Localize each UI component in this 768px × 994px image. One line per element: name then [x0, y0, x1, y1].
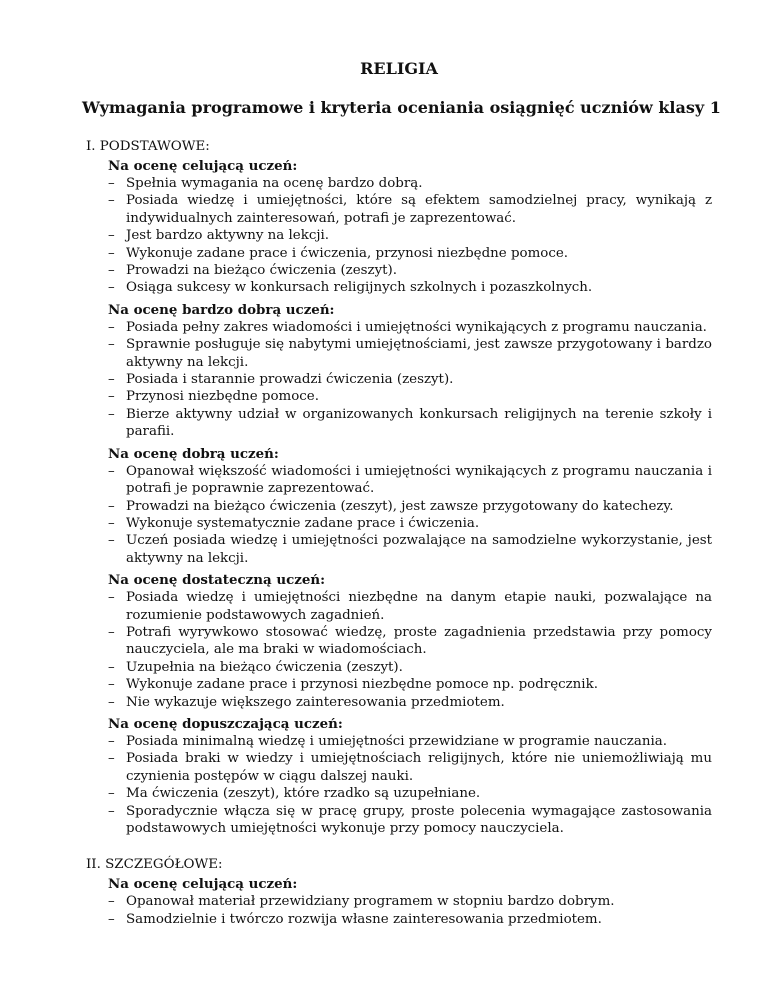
grade-block	[108, 157, 712, 297]
requirement-list	[108, 733, 712, 837]
requirement-item: – Ma ćwiczenia (zeszyt), które rzadko są uzupełniane.	[108, 785, 712, 802]
requirement-item: – Jest bardzo aktywny na lekcji.	[108, 227, 712, 244]
requirement-item: – Wykonuje zadane prace i ćwiczenia, przynosi niezbędne pomoce.	[108, 245, 712, 262]
section-heading: II. SZCZEGÓŁOWE:	[86, 857, 223, 873]
grade-heading: Na ocenę dopuszczającą uczeń:	[108, 715, 343, 732]
document-title: RELIGIA	[360, 59, 438, 78]
grade-block	[108, 875, 712, 928]
document-subtitle: Wymagania programowe i kryteria oceniania osiągnięć uczniów klasy 1	[82, 98, 721, 117]
requirement-item: – Nie wykazuje większego zainteresowania przedmiotem.	[108, 694, 712, 711]
grade-heading: Na ocenę dobrą uczeń:	[108, 445, 279, 462]
requirement-list	[108, 589, 712, 711]
requirement-list	[108, 463, 712, 567]
requirement-item: – Przynosi niezbędne pomoce.	[108, 388, 712, 405]
requirement-item: – Posiada minimalną wiedzę i umiejętności przewidziane w programie nauczania.	[108, 733, 712, 750]
grade-block	[108, 571, 712, 711]
requirement-item: – Opanował większość wiadomości i umiejętności wynikających z programu nauczania i potrafi je poprawnie zaprezentować.	[108, 463, 712, 498]
grade-heading: Na ocenę dostateczną uczeń:	[108, 572, 326, 589]
requirement-item: – Osiąga sukcesy w konkursach religijnych szkolnych i pozaszkolnych.	[108, 279, 712, 296]
section	[86, 137, 712, 837]
requirement-item: – Sprawnie posługuje się nabytymi umiejętnościami, jest zawsze przygotowany i bardzo aktywny na lekcji.	[108, 336, 712, 371]
requirement-item: – Potrafi wyrywkowo stosować wiedzę, proste zagadnienia przedstawia przy pomocy nauczyciela, ale ma braki w wiadomościach.	[108, 624, 712, 659]
requirement-item: – Wykonuje zadane prace i przynosi niezbędne pomoce np. podręcznik.	[108, 676, 712, 693]
requirement-item: – Posiada braki w wiedzy i umiejętnościach religijnych, które nie uniemożliwiają mu czynienia postępów w ciągu dalszej nauki.	[108, 750, 712, 785]
grade-heading: Na ocenę celującą uczeń:	[108, 876, 298, 893]
requirement-list	[108, 175, 712, 297]
grade-block	[108, 301, 712, 441]
requirement-item: – Posiada wiedzę i umiejętności niezbędne na danym etapie nauki, pozwalające na rozumienie podstawowych zagadnień.	[108, 589, 712, 624]
requirement-item: – Prowadzi na bieżąco ćwiczenia (zeszyt).	[108, 262, 712, 279]
requirement-item: – Sporadycznie włącza się w pracę grupy, proste polecenia wymagające zastosowania podstawowych umiejętności wykonuje przy pomocy nauczyciela.	[108, 803, 712, 838]
requirement-item: – Posiada i starannie prowadzi ćwiczenia (zeszyt).	[108, 371, 712, 388]
section-heading: I. PODSTAWOWE:	[86, 139, 210, 154]
requirement-item: – Posiada wiedzę i umiejętności, które są efektem samodzielnej pracy, wynikają z indywidualnych zainteresowań, potrafi je zaprezentować.	[108, 192, 712, 227]
requirement-item: – Bierze aktywny udział w organizowanych konkursach religijnych na terenie szkoły i parafii.	[108, 406, 712, 441]
grade-block	[108, 445, 712, 567]
requirement-item: – Posiada pełny zakres wiadomości i umiejętności wynikających z programu nauczania.	[108, 319, 712, 336]
section	[86, 855, 712, 928]
requirement-item: – Uczeń posiada wiedzę i umiejętności pozwalające na samodzielne wykorzystanie, jest aktywny na lekcji.	[108, 532, 712, 567]
requirement-item: – Samodzielnie i twórczo rozwija własne zainteresowania przedmiotem.	[108, 911, 712, 928]
document-content	[86, 137, 712, 928]
grade-block	[108, 715, 712, 837]
requirement-item: – Spełnia wymagania na ocenę bardzo dobrą.	[108, 175, 712, 192]
requirement-item: – Uzupełnia na bieżąco ćwiczenia (zeszyt).	[108, 659, 712, 676]
grade-heading: Na ocenę bardzo dobrą uczeń:	[108, 301, 335, 318]
requirement-list	[108, 893, 712, 928]
requirement-item: – Wykonuje systematycznie zadane prace i ćwiczenia.	[108, 515, 712, 532]
requirement-list	[108, 319, 712, 441]
requirement-item: – Opanował materiał przewidziany programem w stopniu bardzo dobrym.	[108, 893, 712, 910]
requirement-item: – Prowadzi na bieżąco ćwiczenia (zeszyt), jest zawsze przygotowany do katechezy.	[108, 498, 712, 515]
grade-heading: Na ocenę celującą uczeń:	[108, 158, 298, 174]
